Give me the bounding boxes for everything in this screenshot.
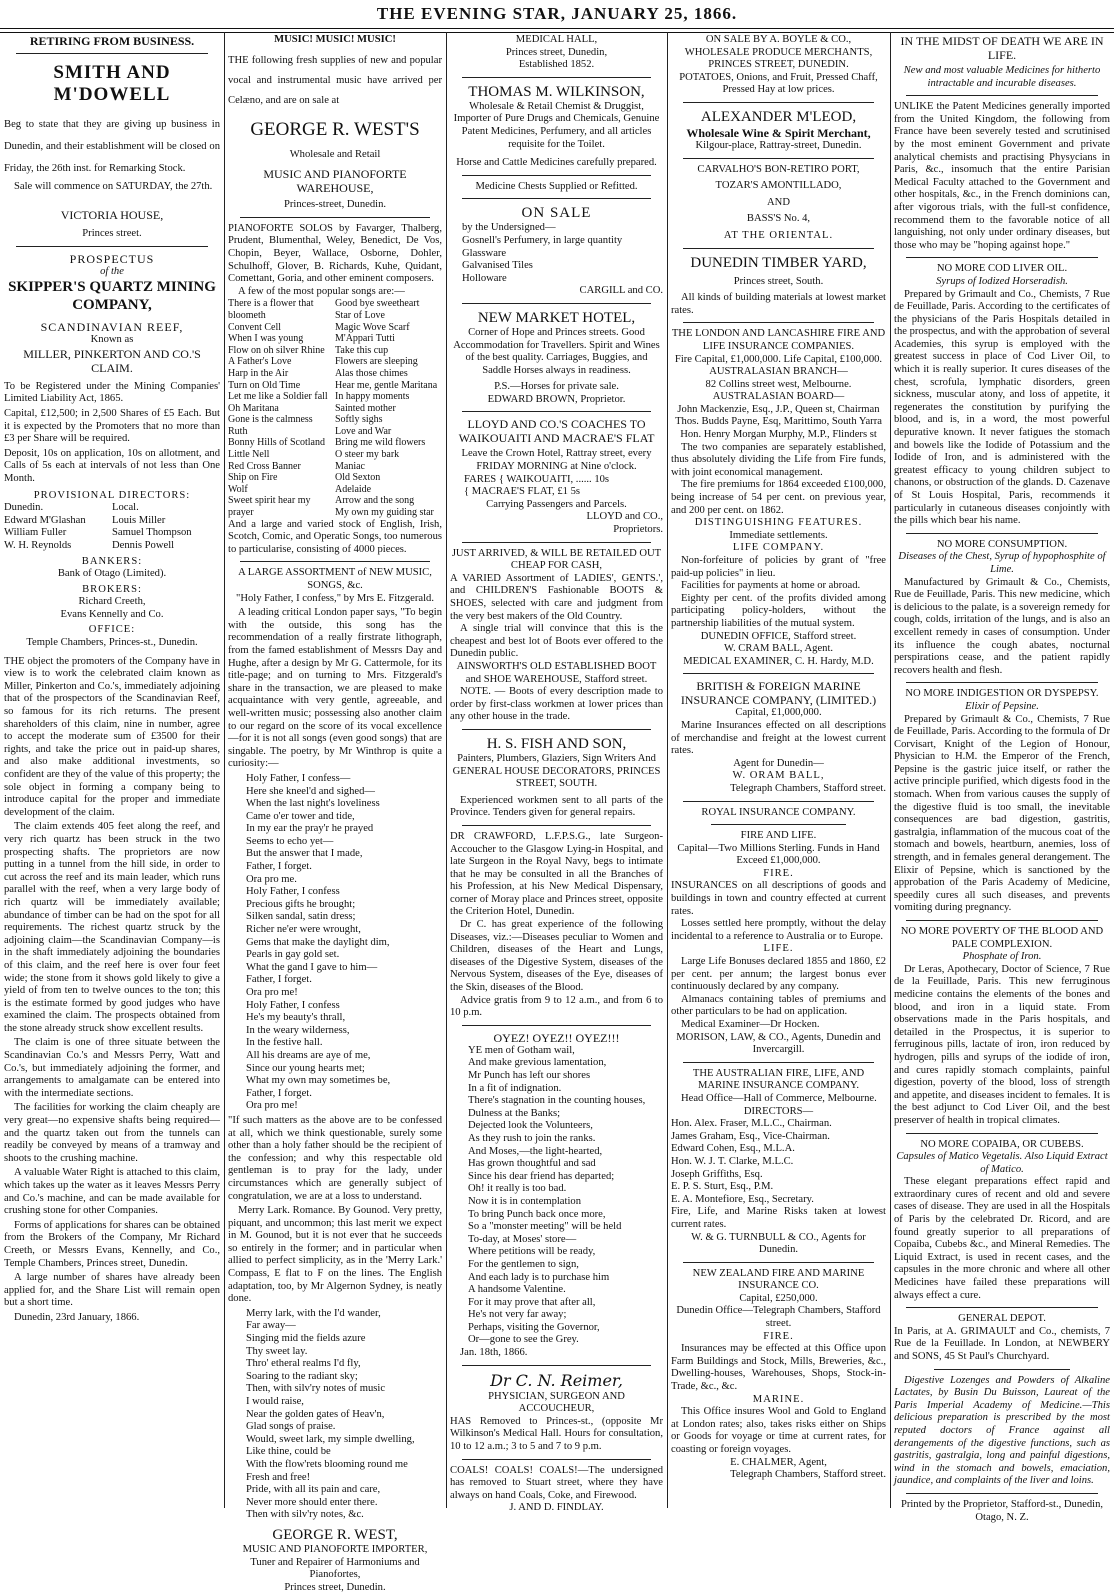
divider [906, 1133, 1098, 1134]
distinguishing-features: DISTINGUISHING FEATURES. [694, 517, 863, 529]
oyez-verse-2: There's stagnation in the counting houses, Dulness at the Banks; Dejected look the Volunteers, As they rush to join the ranks. [468, 1095, 646, 1144]
royal-insurance: ROYAL INSURANCE COMPANY. [701, 806, 856, 818]
divider [683, 158, 874, 159]
footer-importer: MUSIC AND PIANOFORTE IMPORTER, [242, 1543, 428, 1555]
carvalho: CARVALHO'S BON-RETIRO PORT, [697, 163, 860, 175]
divider [683, 322, 874, 323]
divider [683, 1062, 874, 1063]
fire-body: INSURANCES on all descriptions of goods and buildings in town and country effected at current rates. [671, 880, 886, 917]
carrying: Carrying Passengers and Parcels. [486, 498, 627, 510]
prospectus-body-3: The claim is one of three situate between the Scandinavian Co.'s and Messrs Perry, Watt and Co.'s, but immediately adjoining the former, and arrangements to amalgamate can be entered into with the intermediate sections. [4, 1037, 220, 1099]
medical-examiner: MEDICAL EXAMINER, C. H. Hardy, M.D. [683, 655, 874, 667]
copaiba-body: These elegant preparations effect rapid and extraordinary cures of recent and old and severe cases of disease. They are used in all the Hospitals of Paris by the celebrated Dr. Ricord, and are found greatly superior to all preparations of Copaiba, Cubebs &c., and Mineral Remedies. The Liquid Extract, is used in recent cases, and the capsules in the more chronic and where all other Medicines have failed these preparations will always effect a cure. [894, 1176, 1110, 1301]
divider [462, 542, 651, 543]
column-divider [667, 32, 668, 1508]
prospectus-body-5: A valuable Water Right is attached to this claim, which takes up the water as it leaves Messrs Perry and Co.'s machine, and can be made available for crushing stone for other Companies. [4, 1167, 220, 1217]
turnbull: W. & G. TURNBULL & CO., Agents for Dunedin. [691, 1231, 866, 1256]
column-5 [894, 34, 1110, 1523]
fire-heading: FIRE. [763, 867, 794, 879]
eighty-percent: Eighty per cent. of the profits divided among participating policy-holders, without the partnership liabilities of the mutual system. [671, 592, 886, 629]
merry-lark: Merry Lark. Romance. By Gounod. Very pretty, piquant, and uncommon; this last merit we expect in M. Gounod, but it is not ever that he succeeds so entirely in the former; and in particular when allied to perfect simplicity, as in the 'Merry Lark.' Compass, E flat to F on the lines. The English adaptation, too, by Mr Algernon Sydney, is neatly done. [228, 1205, 442, 1305]
boots-assortment: A VARIED Assortment of LADIES', GENTS.', and CHILDREN'S Fashionable BOOTS & SHOES, selected with care and judgment from the very best makers of the Old Country. [450, 572, 663, 622]
oyez-heading: OYEZ! OYEZ!! OYEZ!!! [493, 1030, 620, 1045]
poem-verse-2: Holy Father, I confess Precious gifts he brought; Silken sandal, satin dress; Richer ne'er were wrought, Gems that make the daylight dim, Pearls in gay gold set. What the gand I gave to him— Father, I forget. Ora pro me! [246, 886, 390, 998]
column-1 [4, 34, 220, 1506]
lloyd-body: Leave the Crown Hotel, Rattray street, every FRIDAY MORNING at Nine o'clock. [461, 448, 652, 473]
new-medicines: New and most valuable Medicines for hitherto intractable and incurable diseases. [903, 65, 1101, 89]
reimer-name: Dr C. N. Reimer, [490, 1370, 623, 1390]
divider [683, 801, 874, 802]
divider [683, 673, 874, 674]
divider [462, 303, 651, 304]
prospectus-body-1: THE object the promoters of the Company have in view is to work the celebrated claim known as Miller, Pinkerton and Co.'s, immediately adjoining that of the prospectors of the Scandinavian Reef, so famous for its rich returns. The present shareholders of this claim, nine in number, agree to accept the moderate sum of £3500 for their rights, and take the price out in paid-up shares, and also make additional investments, so confident are they of the value of this property; the sole object in forming a company being to introduce capital for the proper and immediate development of the claim. [4, 655, 220, 818]
bankers-heading: BANKERS: [81, 555, 143, 567]
divider [462, 1365, 651, 1366]
songs-list [228, 298, 442, 518]
tozar: TOZAR'S AMONTILLADO, [715, 180, 842, 192]
iodized-horseradish: Syrups of Iodized Horseradish. [936, 275, 1068, 287]
fire-premiums: The fire premiums for 1864 exceeded £100,000, being increase of 54 per cent. on previous year, and 200 per cent. on 1862. [671, 479, 886, 516]
london-capital: Fire Capital, £1,000,000. Life Capital, £100,000. [674, 353, 883, 365]
known-as: Known as [90, 334, 134, 346]
wilkinson-name: THOMAS M. WILKINSON, [468, 83, 645, 100]
aus-board-members: John Mackenzie, Esq., J.P., Queen st, Chairman Thos. Budds Payne, Esq, Marittimo, South Yarra Hon. Henry Morgan Murphy, M.P., Flinders st [675, 403, 882, 441]
medical-hall: MEDICAL HALL, [515, 34, 598, 45]
mleod-name: ALEXANDER M'LEOD, [700, 108, 857, 125]
cod-body: Prepared by Grimault and Co., Chemists, 7 Rue de Feuillade, Paris. According to the certificates of the physicians of the Paris Hospitals detailed in the prospectus, and with the approbation of several Academies, this syrup is employed with the greatest success in place of Cod Liver Oil, to which it is really superior. It cures diseases of the chest, scrofula, lymphatic disorders, green sickness, muscular atony, and loss of appetite, it regenerates the constitution by purifying the blood, and is, in a word, the most powerful depurative known. It never fatigues the stomach and bowels like the Iodide of Potassium and the Iodide of Iron, and is administered with the greatest efficacy to young children subject to chanons, or obstruction of the glands. D. Cazenave of St Louis Hospital, Paris, recommends it particularly in cutaneous diseases conjointly with the pills which bear his name. [894, 288, 1110, 527]
on-sale-heading: ON SALE [521, 205, 592, 222]
australian-fire: THE AUSTRALIAN FIRE, LIFE, AND MARINE INSURANCE COMPANY. [692, 1067, 865, 1092]
boyle-merchants: WHOLESALE PRODUCE MERCHANTS, PRINCES STREET, DUNEDIN. [684, 46, 873, 71]
divider [906, 257, 1098, 258]
hocken: Medical Examiner—Dr Hocken. [681, 1019, 820, 1030]
reef-name: SCANDINAVIAN REEF, [40, 320, 184, 335]
nz-fire-marine: NEW ZEALAND FIRE AND MARINE INSURANCE CO. [692, 1267, 865, 1292]
oyez-verse-3: And Moses,—the light-hearted, Has grown thoughtful and sad Since his dear friend has departed; Oh! it really is too bad. [468, 1145, 615, 1195]
footer-street: Princes street, Dunedin. [284, 1581, 386, 1593]
aus-branch: AUSTRALASIAN BRANCH— [709, 366, 848, 378]
ps-horses: P.S.—Horses for private sale. [494, 381, 619, 393]
oyez-verse-5: Where petitions will be ready, For the gentlemen to sign, And each lady is to purchase him A handsome Valentine. [468, 1246, 610, 1296]
directors-list [4, 502, 220, 552]
music-tag: MUSIC! MUSIC! MUSIC! [274, 34, 396, 45]
office: Temple Chambers, Princes-st., Dunedin. [26, 637, 198, 649]
lloyd-signature: LLOYD and CO., Proprietors. [586, 511, 663, 536]
crawford-diseases: Dr C. has great experience of the following Diseases, viz.:—Diseases peculiar to Women and Children, diseases of the Heart and Lungs, diseases of the Digestive System, diseases of the Nervous System, diseases of the Eye, diseases of the Skin, diseases of the Blood. [450, 919, 663, 994]
brokers-heading: BROKERS: [82, 583, 142, 595]
timber-body: All kinds of building materials at lowest market rates. [671, 292, 886, 316]
consumption-body: Manufactured by Grimault & Co., Chemists, Rue de Feuillade, Paris. This new medicine, which is delicious to the palate, is a sovereign remedy for cough, colds, irritation of the lungs, and is also an excellent remedy in cases of consumption. Under its influence the cough abates, nocturnal perspirations cease, and the patient rapidly recovers health and flesh. [894, 576, 1110, 676]
chalmer: E. CHALMER, Agent, [730, 1456, 827, 1468]
chalmer-address: Telegraph Chambers, Stafford street. [730, 1469, 886, 1481]
footer-tuner: Tuner and Repairer of Harmoniums and Pianofortes, [250, 1556, 420, 1581]
divider [906, 95, 1098, 96]
oriental: AT THE ORIENTAL. [723, 229, 834, 241]
oram-ball: W. ORAM BALL, [732, 770, 825, 782]
column-divider [446, 32, 447, 1508]
life-company: LIFE COMPANY. [732, 542, 825, 554]
divider [906, 920, 1098, 921]
immediate-settlements: Immediate settlements. [729, 529, 828, 541]
divider [462, 411, 651, 412]
no-cod-liver-oil: NO MORE COD LIVER OIL. [936, 263, 1068, 275]
poem-verse-3: Holy Father, I confess He's my beauty's thrall, In the weary wilderness, In the festive hall. All his dreams are aye of me, Since our young hearts met; What my own may sometimes be, Father, I forget. Ora pro me! [246, 999, 391, 1112]
aus-head-office: Head Office—Hall of Commerce, Melbourne. [681, 1092, 877, 1104]
ainsworth: AINSWORTH'S OLD ESTABLISHED BOOT and SHOE WAREHOUSE, Stafford street. [456, 660, 657, 685]
nz-fire: FIRE. [763, 1330, 794, 1342]
depot-body: In Paris, at A. GRIMAULT and Co., chemists, 7 Rue de la Feuillade. In London, at NEWBERY and SONS, 45 St Paul's Churchyard. [894, 1325, 1110, 1362]
findlay: J. AND D. FINDLAY. [509, 1502, 604, 1514]
divider [462, 825, 651, 826]
timber-street: Princes street, South. [733, 275, 824, 287]
divider [906, 1307, 1098, 1308]
fish-and-son: H. S. FISH AND SON, [486, 735, 627, 752]
advice-gratis: Advice gratis from 9 to 12 a.m., and from 6 to 10 p.m. [450, 994, 663, 1019]
divider [240, 561, 430, 562]
aus-branch-address: 82 Collins street west, Melbourne. [705, 378, 852, 390]
column-2 [228, 34, 442, 1593]
british-body: Marine Insurances effected on all descriptions of merchandise and freight at the lowest current rates. [671, 719, 886, 757]
merry-lark-poem: Merry lark, with the I'd wander, Far away— Singing mid the fields azure Thy sweet lay. Thro' etheral realms I'd fly, Soaring to the radiant sky; Then, with silv'ry notes of music I would raise, Near the golden gates of Heav'n, Glad songs of praise. Would, sweet lark, my simple dwelling, Like thine, could be With the flow'rets blooming round me Fresh and free! Pride, with all its pain and care, Never more should enter there. Then with silv'ry notes, &c. [246, 1307, 415, 1521]
warehouse-street: Princes-street, Dunedin. [283, 199, 387, 211]
medical-hall-established: Established 1852. [518, 59, 595, 71]
divider [462, 175, 651, 176]
general-depot: GENERAL DEPOT. [958, 1313, 1046, 1325]
just-arrived: JUST ARRIVED, & WILL BE RETAILED OUT CHEAP FOR CASH, [451, 547, 662, 572]
reimer-body: HAS Removed to Princes-st., (opposite Mr Wilkinson's Medical Hall. Hours for consultation, 10 to 12 a.m.; 3 to 5 and 7 to 9 p.m. [450, 1415, 663, 1453]
medical-hall-street: Princes street, Dunedin, [505, 46, 608, 58]
prospectus-body-7: A large number of shares have already been applied for, and the Share List will remain open but a short time. [4, 1272, 220, 1309]
masthead-rule [0, 28, 1114, 33]
boots-note: NOTE. — Boots of every description made to order by first-class workmen at lower prices than any other house in the trade. [450, 686, 663, 723]
losses: Losses settled here promptly, without the delay incidental to a reference to Australia or to Europe. [671, 918, 886, 942]
facilities: Facilities for payments at home or abroad. [681, 580, 861, 592]
office-heading: OFFICE: [88, 624, 136, 636]
and: AND [767, 196, 790, 208]
divider [906, 1493, 1098, 1494]
divider [683, 1262, 874, 1263]
oram-ball-address: Telegraph Chambers, Stafford street. [730, 782, 886, 794]
almanacs: Almanacs containing tables of premiums and other particulars to be had on application. [671, 993, 886, 1018]
warehouse: MUSIC AND PIANOFORTE WAREHOUSE, [263, 167, 407, 196]
divider [683, 248, 874, 249]
wholesale: Wholesale and Retail [289, 148, 381, 160]
divider [462, 729, 651, 730]
oyez-verse-6: For it may prove that after all, He's not very far away; Perhaps, visiting the Governor, Or—gone to see the Grey. [468, 1296, 600, 1346]
large-stock: And a large and varied stock of English, Irish, Scotch, Comic, and Operatic Songs, too numerous to particularise, consisting of 4000 pieces. [228, 518, 442, 555]
directors-dunedin: Dunedin. Edward M'Glashan William Fuller W. H. Reynolds [4, 502, 86, 551]
footer-store: GEORGE R. WEST, [272, 1526, 398, 1543]
brokers: Richard Creeth, Evans Kennelly and Co. [60, 596, 164, 620]
british-foreign: BRITISH & FOREIGN MARINE INSURANCE COMPANY, (LIMITED.) [680, 679, 877, 708]
fire-and-life: FIRE AND LIFE. [740, 830, 817, 842]
company-name: SKIPPER'S QUARTZ MINING [8, 279, 216, 296]
no-consumption: NO MORE CONSUMPTION. [936, 538, 1068, 550]
aus-risks: Fire, Life, and Marine Risks taken at lowest current rates. [671, 1206, 886, 1230]
column-divider [224, 32, 225, 1508]
divider [16, 53, 208, 54]
column-divider [890, 32, 891, 1508]
boyle: ON SALE BY A. BOYLE & CO., [705, 34, 852, 45]
claim-name: MILLER, PINKERTON AND CO.'S CLAIM. [23, 346, 201, 375]
london-lancashire: THE LONDON AND LANCASHIRE FIRE AND LIFE INSURANCE COMPANIES. [671, 328, 886, 352]
popular-songs-intro: A few of the most popular songs are:— [238, 285, 405, 297]
retiring-body: Beg to state that they are giving up business in Dunedin, and their establishment will be closed on Friday, the 26th inst. for Remarking Stock. [4, 119, 220, 174]
indigestion-body: Prepared by Grimault & Co., Chemists, 7 Rue de Feuillade, Paris. According to the formula of Dr Corvisart, Knight of the Legion of Honour, Physician to H.M. the Emperor of the French, Pepsine is the gastric juice itself, or rather the active principle purified, which digests food in the stomach. When from various causes the supply of the digestive fluid is too small, the inevitable consequences are bad digestion, gastritis, gastralgia, inflammation of the mucous coat of the stomach and bowels, heartburn, anemies, loss of strength, and in females general derangement. The Elixir of Pepsine, which is sanctioned by the approbation of the Paris Academy of Medicine, speedily cures all such diseases, and prevents vomiting during pregnancy. [894, 713, 1110, 914]
morison: MORISON, LAW, & CO., Agents, Dunedin and Invercargill. [676, 1031, 881, 1056]
music-intro: THE following fresh supplies of new and popular vocal and instrumental music have arrived per Celæno, and are on sale at [228, 54, 442, 106]
divider [906, 682, 1098, 683]
bankers: Bank of Otago (Limited). [57, 568, 167, 580]
potatoes: POTATOES, Onions, and Fruit, Pressed Chaff, Pressed Hay at low prices. [679, 71, 878, 96]
divider [16, 246, 208, 247]
timber-yard: DUNEDIN TIMBER YARD, [690, 254, 867, 271]
prospectus-heading: PROSPECTUS [69, 251, 155, 266]
nz-office: Dunedin Office—Telegraph Chambers, Stafford street. [676, 1305, 881, 1330]
british-agent: Agent for Dunedin— [733, 757, 824, 769]
piano-solos: PIANOFORTE SOLOS by Favarger, Thalberg, Prudent, Blumenthal, Weley, Benedict, De Vos, Chopin, Beyer, Wallace, Osborne, Dohler, Schulhoff, Glover, B. Richards, Kuhe, Quidant, Comettant, Goria, and other eminent composers. [228, 222, 442, 285]
divider [240, 217, 430, 218]
prospectus-body-4: The facilities for working the claim cheaply are very great—no expensive shafts being required—and the quartz taken out from the tunnels can readily be conveyed by means of a tramway and shoots to the crushing machine. [4, 1102, 220, 1164]
dunedin-office: DUNEDIN OFFICE, Stafford street. [700, 630, 857, 642]
aus-directors: Hon. Alex. Fraser, M.L.C., Chairman. James Graham, Esq., Vice-Chairman. Edward Cohen, Esq., M.L.A. Hon. W. J. T. Clarke, M.L.C. Joseph Griffiths, Esq. E. P. S. Sturt, Esq., P.M. E. A. Montefiore, Esq., Secretary. [671, 1118, 832, 1205]
lloyd-coaches: LLOYD AND CO.'S COACHES TO WAIKOUAITI AND MACRAE'S FLAT [458, 417, 655, 446]
hypophosphite: Diseases of the Chest, Syrup of hypophosphite of Lime. [898, 551, 1106, 575]
holy-father-title: "Holy Father, I confess," by Mrs E. Fitzgerald. [236, 592, 434, 604]
column-3 [450, 34, 663, 1514]
midst-of-death: IN THE MIDST OF DEATH WE ARE IN LIFE. [900, 34, 1104, 62]
divider [462, 1025, 651, 1026]
retiring-heading: RETIRING FROM BUSINESS. [29, 34, 195, 48]
reimer-title: PHYSICIAN, SURGEON AND ACCOUCHEUR, [488, 1390, 625, 1415]
no-copaiba: NO MORE COPAIBA, OR CUBEBS. [920, 1138, 1084, 1150]
coals: COALS! COALS! COALS!—The undersigned has removed to Stuart street, where they have always on hand Coals, Coke, and Firewood. [450, 1464, 663, 1501]
review: A leading critical London paper says, "To begin with the outside, this song has the recommendation of a really firstrate lithograph, from the famed establishment of Messrs Day and Hughe, after a design by Mr G. Cattermole, for its title-page; and on turning to Mrs. Fitzgerald's share in the transaction, we are pleased to make acquaintance with very gentle, agreeable, and well-written music; possessing also another claim to our regard on the score of its vocal excellence—for it is not all songs (even good songs) that are singable. The poetry, by Mr Winthrop is quite a curiosity:— [228, 607, 442, 770]
single-trial: A single trial will convince that this is the cheapest and best lot of Boots ever offered to the Dunedin public. [450, 623, 663, 660]
no-poverty-blood: NO MORE POVERTY OF THE BLOOD AND PALE COMPLEXION. [900, 926, 1104, 950]
no-indigestion: NO MORE INDIGESTION OR DYSPEPSY. [905, 688, 1099, 700]
victoria-house: VICTORIA HOUSE, [60, 208, 164, 222]
mleod-address: Kilgour-place, Rattray-street, Dunedin. [695, 139, 862, 151]
elixir-pepsine: Elixir of Pepsine. [965, 700, 1039, 712]
review-comment: "If such matters as the above are to be confessed at all, which we think questionable, surely some other than a holy father should be the recipient of the confession; and why this respectable old gentleman is to pray for the lady, under circumstances which are generally subject of congratulation, we are at a loss to understand. [228, 1114, 442, 1202]
capital: Capital, £12,500; in 2,500 Shares of £5 Each. But it is expected by the Promoters that no more than £3 per Share will be required. [4, 407, 220, 445]
marine-heading: MARINE. [752, 1393, 805, 1405]
nz-capital: Capital, £250,000. [739, 1292, 818, 1304]
aus-board: AUSTRALASIAN BOARD— [712, 391, 845, 403]
wilkinson-desc: Wholesale & Retail Chemist & Druggist, Importer of Pure Drugs and Chemicals, Genuine Patent Medicines, Perfumery, and all articles requisite for the Toilet. [453, 100, 660, 150]
registered: To be Registered under the Mining Companies' Limited Liability Act, 1865. [4, 380, 220, 405]
on-sale-list: by the Undersigned— Gosnell's Perfumery, in large quantity Glassware Galvanised Tiles Holloware [462, 222, 623, 284]
british-capital: Capital, £1,000,000. [735, 707, 822, 719]
marine-body: This Office insures Wool and Gold to England at London rates; also, takes risks either on Ships or Goods for voyage or time at current rates, for coasting or foreign voyages. [671, 1406, 886, 1455]
oyez-verse-4: Now it is in contemplation To bring Punch back once more, So a "monster meeting" will be held To-day, at Moses' store— [468, 1195, 622, 1245]
unlike-patent: UNLIKE the Patent Medicines generally imported from the United Kingdom, the following from France have been severely tested and scrutinised by the most eminent Government and private analytical chemists and practising Physycians in Paris, &c., insomuch that the entire Parisian Medical Faculty attached to the Government and other hospitals, &c., in the French dominions can, after vigorous trials, with the full-st confidence, recommend them to the favorable notice of all languishing, not only under ordinary diseases, but those who may be "hoping against hope." [894, 101, 1110, 251]
crawford: DR CRAWFORD, L.F.P.S.G., late Surgeon-Accoucher to the Glasgow Lying-in Hospital, and late Surgeon in the Royal Navy, begs to intimate that he may be consulted in all the Branches of his Profession, at his New Medical Dispensary, corner of Moray place and Princes street, opposite the Criterion Hotel, Dunedin. [450, 830, 663, 918]
masthead: THE EVENING STAR, JANUARY 25, 1866. [376, 4, 738, 23]
prospectus-body-6: Forms of applications for shares can be obtained from the Brokers of the Company, Mr Richard Creeth, or Messrs Evans, Kennelly, and Co., Temple Chambers, Princes street, Dunedin. [4, 1219, 220, 1269]
divider [462, 198, 651, 199]
prospectus-body-2: The claim extends 405 feet along the reef, and very rich quartz has been struck in the two prospecting shafts. The proprietors are now putting in a tunnel from the hill side, in order to cut across the reef and its main leader, which runs parallel with the reef, when a very large body of rich quartz will be immediately available; abundance of timber can be had on the spot for all requirements. The richest quartz struck by the adjoining claim—the Scandinavian Company—is in the shaft immediately adjoining the boundaries of this claim, and the reef here is over four feet wide; the stone from it shows gold likely to give a yield of from ten to twelve ounces to the ton; this is the estimate formed by good judges who have examined the claim. The prospects obtained from the stone already struck show excellent results. [4, 821, 220, 1034]
divider [906, 533, 1098, 534]
divider [683, 102, 874, 103]
fish-desc: Painters, Plumbers, Glaziers, Sign Writers And GENERAL HOUSE DECORATORS, PRINCES STREET, SOUTH. [452, 752, 661, 790]
poem-verse-1: Holy Father, I confess— Here she kneel'd and sighed— When the last night's loveliness Came o'er tower and tide, In my ear the pray'r he prayed Seems to echo yet— But the answer that I made, Father, I forget. Ora pro me. [246, 772, 380, 885]
directors-heading: PROVISIONAL DIRECTORS: [33, 489, 191, 501]
deposit: Deposit, 10s on application, 10s on allotment, and Calls of 5s each at intervals of not less than One Month. [4, 447, 220, 484]
directors-local: Local. Louis Miller Samuel Thompson Dennis Powell [112, 502, 192, 551]
assortment-heading: A LARGE ASSORTMENT of NEW MUSIC, SONGS, &c. [238, 567, 432, 591]
prospectus-date: Dunedin, 23rd January, 1866. [14, 1311, 140, 1323]
victoria-street: Princes street. [82, 228, 142, 239]
medicine-chests: Medicine Chests Supplied or Refitted. [475, 180, 638, 192]
lloyd-fares: FARES { WAIKOUAITI, ...... 10s { MACRAE'S FLAT, £1 5s [464, 473, 610, 498]
royal-capital: Capital—Two Millions Sterling. Funds in Hand Exceed £1,000,000. [677, 842, 880, 867]
life-body: Large Life Bonuses declared 1855 and 1860, £2 per cent. per annum; the largest bonus ever continuously declared by any company. [671, 956, 886, 993]
divider [711, 824, 846, 825]
aus-directors-heading: DIRECTORS— [743, 1105, 814, 1117]
of-the: of the [100, 265, 124, 277]
company-name-2: COMPANY, [72, 297, 152, 314]
oyez-verse-1: YE men of Gotham wail, And make grevious lamentation, Mr Punch has left our shores In a fit of indignation. [468, 1044, 607, 1094]
new-market-hotel: NEW MARKET HOTEL, [477, 309, 636, 326]
divider [934, 1369, 1070, 1370]
nz-fire-body: Insurances may be effected at this Office upon Farm Buildings and Stock, Mills, Breweries, &c., Dwelling-houses, Warehouses, Shops, Stock-in-Trade, &c., &c. [671, 1343, 886, 1393]
phosphate-iron: Phosphate of Iron. [962, 951, 1042, 963]
store-name: GEORGE R. WEST'S [250, 118, 420, 140]
cram-ball: W. CRAM BALL, Agent. [723, 643, 834, 655]
fish-body: Experienced workmen sent to all parts of the Province. Tenders given for general repairs. [450, 794, 663, 819]
poverty-body: Dr Leras, Apothecary, Doctor of Science, 7 Rue de la Feuillade, Paris. This new ferruginous medicine contains the elements of the bones and blood, and iron in a liquid state. From observations made in the Paris hospitals, and detailed in the Prospectus, it is superior to ferruginous pills, lactate of iron, iron reduced by hydrogen, pills and syrups of the iodide of iron, and cures rapidly stomach complaints, painful digestion, poverty of the blood, loss of strength and appetite, and diseases incident to females. It is the best adjunct to Cod Liver Oil, and the best preserver of health in tropical climates. [894, 963, 1110, 1126]
bass: BASS'S No. 4, [746, 213, 811, 225]
matico: Capsules of Matico Vegetalis. Also Liquid Extract of Matico. [896, 1151, 1108, 1175]
life-heading: LIFE. [763, 943, 794, 955]
edward-brown: EDWARD BROWN, Proprietor. [487, 393, 626, 405]
oyez-date: Jan. 18th, 1866. [460, 1347, 528, 1359]
column-4 [671, 34, 886, 1506]
songs-right: Good bye sweetheart Star of Love Magic Wove Scarf M'Appari Tutti Take this cup Flowers are sleeping Alas those chimes Hear me, gentle Maritana In happy moments Sainted mother Softly sighs Love and War Bring me wild flowers O steer my bark Maniac Old Sexton Adelaide Arrow and the song My own my guiding star [335, 298, 438, 519]
sale-notice: Sale will commence on SATURDAY, the 27th. [14, 181, 213, 192]
firm-name: SMITH AND M'DOWELL [53, 62, 171, 105]
songs-left: There is a flower that bloometh Convent Cell When I was young Flow on oh silver Rhine A Father's Love Harp in the Air Turn on Old Time Let me like a Soldier fall Oh Maritana Gone is the calmness Ruth Bonny Hills of Scotland Little Nell Red Cross Banner Ship on Fire Wolf Sweet spirit hear my prayer [228, 298, 328, 519]
horse-medicines: Horse and Cattle Medicines carefully prepared. [456, 157, 657, 169]
separate-companies: The two companies are separately established, thus absolutely dividing the Life from Fire funds, with joint economical management. [671, 441, 886, 478]
divider [462, 77, 651, 78]
cargill: CARGILL and CO. [579, 285, 663, 297]
non-forfeiture: Non-forfeiture of policies by grant of "free paid-up policies" in lieu. [671, 555, 886, 579]
printer-imprint: Printed by the Proprietor, Stafford-st., Dunedin, Otago, N. Z. [900, 1498, 1104, 1523]
digestive-lozenges: Digestive Lozenges and Powders of Alkaline Lactates, by Busin Du Buisson, Laureat of the Paris Imperial Academy of Medicine.—This delicious preparation is prescribed by the most reputed doctors of France against all derangements of the digestive functions, such as gastritis, gastralgia, long and painful digestions, wind in the stomach and bowels, emaciation, jaundice, and complaints of the liver and loins. [894, 1374, 1110, 1487]
new-market-body: Corner of Hope and Princes streets. Good Accommodation for Travellers. Spirit and Wines of the best quality. Carriages, Buggies, and Saddle Horses always in readiness. [453, 326, 660, 376]
divider [462, 1459, 651, 1460]
mleod-trade: Wholesale Wine & Spirit Merchant, [686, 125, 871, 140]
